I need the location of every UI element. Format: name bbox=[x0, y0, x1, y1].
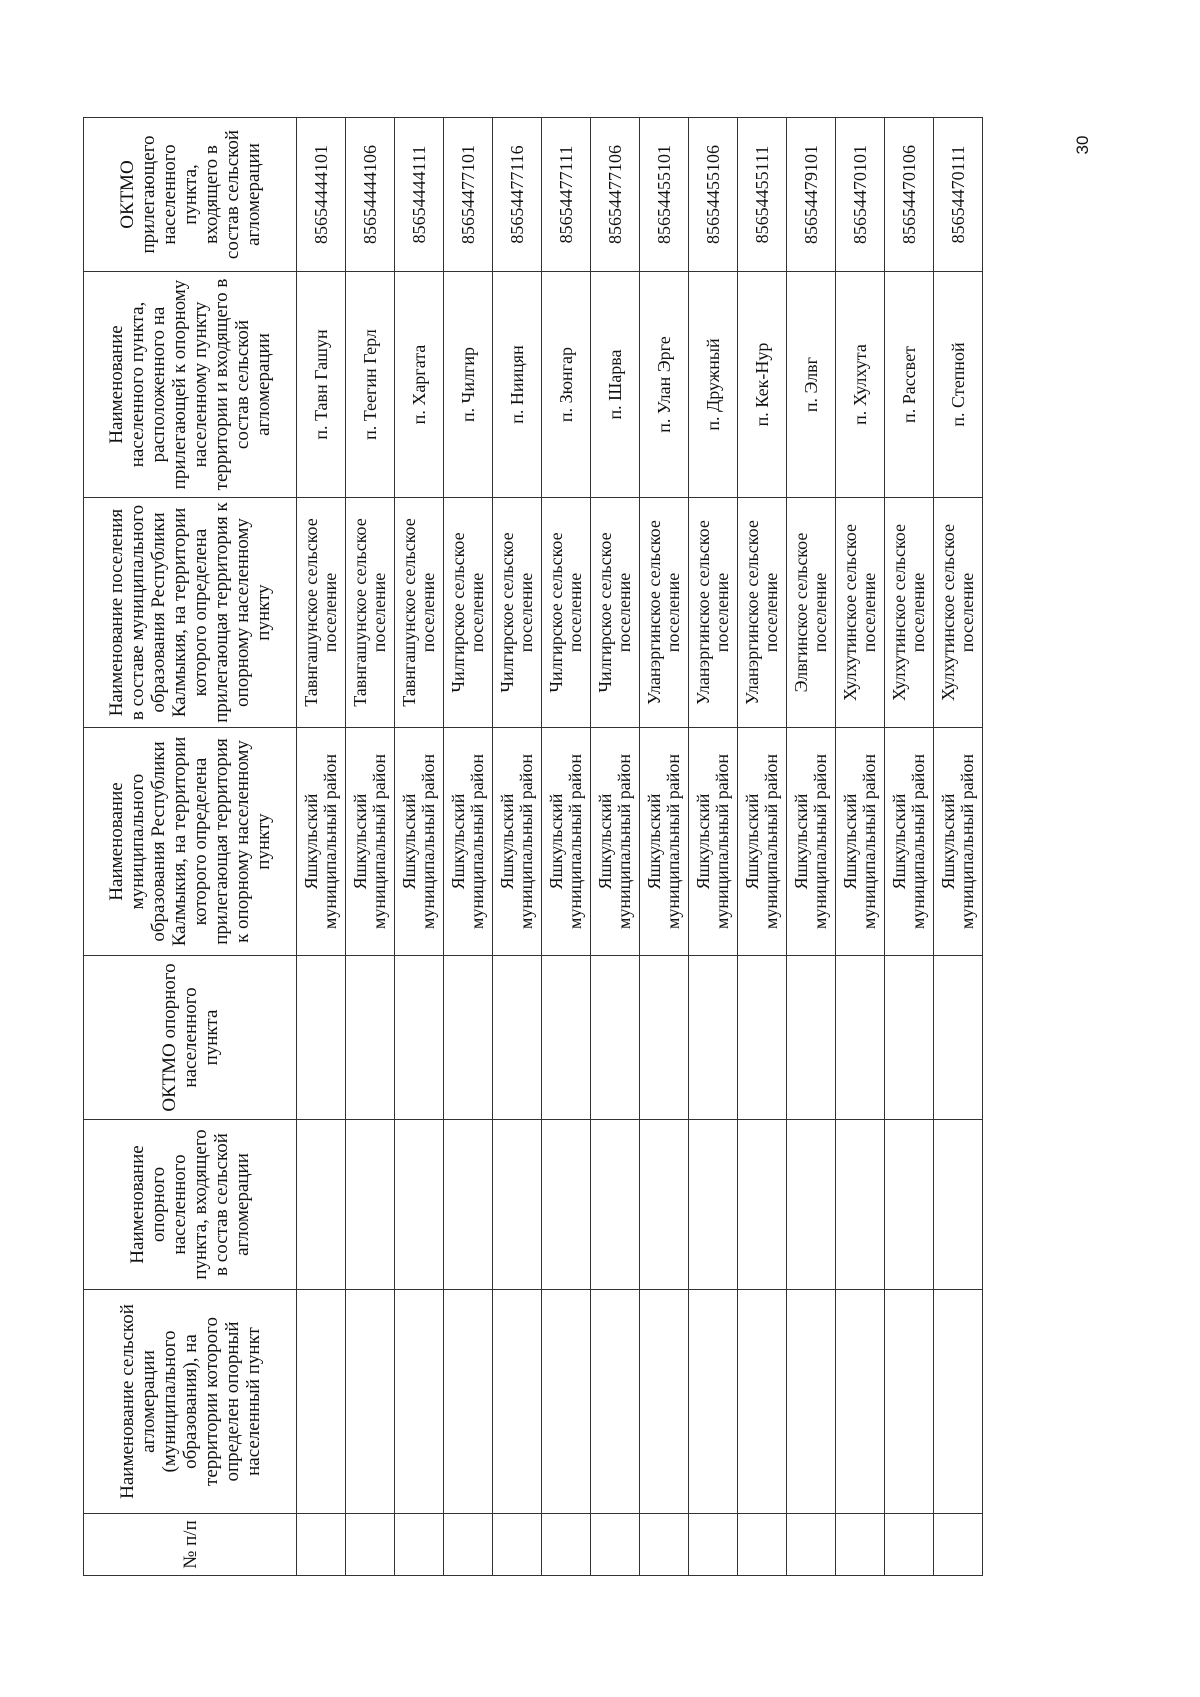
core-oktmo-cell bbox=[836, 956, 885, 1120]
settlement-cell: Хулхутинское сельское поселение bbox=[885, 498, 934, 728]
locality-cell: п. Ниицян bbox=[493, 272, 542, 498]
core-oktmo-cell bbox=[738, 956, 787, 1120]
agglomeration-cell bbox=[493, 1290, 542, 1514]
core-settlement-cell bbox=[934, 1120, 983, 1290]
core-oktmo-cell bbox=[885, 956, 934, 1120]
locality-cell: п. Улан Эрге bbox=[640, 272, 689, 498]
core-oktmo-cell bbox=[346, 956, 395, 1120]
municipality-cell: Яшкульский муниципальный район bbox=[836, 728, 885, 956]
municipality-cell: Яшкульский муниципальный район bbox=[885, 728, 934, 956]
municipality-cell: Яшкульский муниципальный район bbox=[395, 728, 444, 956]
table-row bbox=[395, 118, 444, 1576]
core-oktmo-cell bbox=[444, 956, 493, 1120]
oktmo-cell: 85654477111 bbox=[542, 118, 591, 272]
header-settlement: Наименование поселения в составе муниципального образования Республики Калмыкия, на территории которого определена прилегающая территория к опорному населенному пункту bbox=[84, 498, 297, 728]
municipality-cell: Яшкульский муниципальный район bbox=[934, 728, 983, 956]
rotated-table-wrapper bbox=[83, 118, 983, 1576]
agglomeration-cell bbox=[395, 1290, 444, 1514]
core-settlement-cell bbox=[640, 1120, 689, 1290]
core-oktmo-cell bbox=[493, 956, 542, 1120]
table-body bbox=[297, 118, 983, 1576]
core-settlement-cell bbox=[542, 1120, 591, 1290]
row-number-cell bbox=[444, 1514, 493, 1576]
agglomeration-cell bbox=[640, 1290, 689, 1514]
core-settlement-cell bbox=[787, 1120, 836, 1290]
locality-cell: п. Зюнгар bbox=[542, 272, 591, 498]
oktmo-cell: 85654455106 bbox=[689, 118, 738, 272]
settlement-cell: Чилгирское сельское поселение bbox=[591, 498, 640, 728]
header-core-settlement: Наименование опорного населенного пункта, входящего в состав сельской агломерации bbox=[84, 1120, 297, 1290]
row-number-cell bbox=[787, 1514, 836, 1576]
row-number-cell bbox=[297, 1514, 346, 1576]
core-settlement-cell bbox=[395, 1120, 444, 1290]
municipality-cell: Яшкульский муниципальный район bbox=[444, 728, 493, 956]
settlement-cell: Уланэргинское сельское поселение bbox=[738, 498, 787, 728]
locality-cell: п. Шарва bbox=[591, 272, 640, 498]
oktmo-cell: 85654444111 bbox=[395, 118, 444, 272]
oktmo-cell: 85654444106 bbox=[346, 118, 395, 272]
locality-cell: п. Элвг bbox=[787, 272, 836, 498]
locality-cell: п. Чилгир bbox=[444, 272, 493, 498]
settlement-cell: Чилгирское сельское поселение bbox=[542, 498, 591, 728]
locality-cell: п. Кек-Нур bbox=[738, 272, 787, 498]
oktmo-cell: 85654479101 bbox=[787, 118, 836, 272]
table-row bbox=[444, 118, 493, 1576]
row-number-cell bbox=[689, 1514, 738, 1576]
row-number-cell bbox=[542, 1514, 591, 1576]
locality-cell: п. Харгата bbox=[395, 272, 444, 498]
agglomeration-table bbox=[83, 117, 983, 1576]
municipality-cell: Яшкульский муниципальный район bbox=[346, 728, 395, 956]
table-row bbox=[885, 118, 934, 1576]
agglomeration-cell bbox=[591, 1290, 640, 1514]
row-number-cell bbox=[640, 1514, 689, 1576]
core-settlement-cell bbox=[738, 1120, 787, 1290]
header-locality: Наименование населенного пункта, расположенного на прилегающей к опорному населенному пункту территории и входящего в состав сельской агломерации bbox=[84, 272, 297, 498]
settlement-cell: Чилгирское сельское поселение bbox=[493, 498, 542, 728]
oktmo-cell: 85654470106 bbox=[885, 118, 934, 272]
municipality-cell: Яшкульский муниципальный район bbox=[738, 728, 787, 956]
oktmo-cell: 85654470101 bbox=[836, 118, 885, 272]
core-oktmo-cell bbox=[689, 956, 738, 1120]
core-settlement-cell bbox=[297, 1120, 346, 1290]
oktmo-cell: 85654477101 bbox=[444, 118, 493, 272]
agglomeration-cell bbox=[885, 1290, 934, 1514]
settlement-cell: Тавнгашунское сельское поселение bbox=[297, 498, 346, 728]
row-number-cell bbox=[591, 1514, 640, 1576]
core-oktmo-cell bbox=[542, 956, 591, 1120]
header-core-oktmo: ОКТМО опорного населенного пункта bbox=[84, 956, 297, 1120]
row-number-cell bbox=[346, 1514, 395, 1576]
row-number-cell bbox=[493, 1514, 542, 1576]
settlement-cell: Элвгинское сельское поселение bbox=[787, 498, 836, 728]
agglomeration-cell bbox=[787, 1290, 836, 1514]
table-row bbox=[787, 118, 836, 1576]
core-settlement-cell bbox=[689, 1120, 738, 1290]
locality-cell: п. Теегин Герл bbox=[346, 272, 395, 498]
core-settlement-cell bbox=[346, 1120, 395, 1290]
settlement-cell: Тавнгашунское сельское поселение bbox=[395, 498, 444, 728]
header-row bbox=[84, 118, 297, 1576]
table-row bbox=[934, 118, 983, 1576]
municipality-cell: Яшкульский муниципальный район bbox=[493, 728, 542, 956]
row-number-cell bbox=[395, 1514, 444, 1576]
core-oktmo-cell bbox=[934, 956, 983, 1120]
table-row bbox=[689, 118, 738, 1576]
agglomeration-cell bbox=[836, 1290, 885, 1514]
row-number-cell bbox=[836, 1514, 885, 1576]
header-agglomeration: Наименование сельской агломерации (муниципального образования), на территории которого определен опорный населенный пункт bbox=[84, 1290, 297, 1514]
header-number: № п/п bbox=[84, 1514, 297, 1576]
header-oktmo: ОКТМО прилегающего населенного пункта, входящего в состав сельской агломерации bbox=[84, 118, 297, 272]
settlement-cell: Хулхутинское сельское поселение bbox=[836, 498, 885, 728]
agglomeration-cell bbox=[346, 1290, 395, 1514]
locality-cell: п. Тавн Гашун bbox=[297, 272, 346, 498]
locality-cell: п. Рассвет bbox=[885, 272, 934, 498]
table-row bbox=[542, 118, 591, 1576]
locality-cell: п. Хулхута bbox=[836, 272, 885, 498]
oktmo-cell: 85654477116 bbox=[493, 118, 542, 272]
table-row bbox=[297, 118, 346, 1576]
settlement-cell: Тавнгашунское сельское поселение bbox=[346, 498, 395, 728]
oktmo-cell: 85654455111 bbox=[738, 118, 787, 272]
municipality-cell: Яшкульский муниципальный район bbox=[297, 728, 346, 956]
municipality-cell: Яшкульский муниципальный район bbox=[640, 728, 689, 956]
oktmo-cell: 85654477106 bbox=[591, 118, 640, 272]
table-row bbox=[640, 118, 689, 1576]
agglomeration-cell bbox=[444, 1290, 493, 1514]
table-row bbox=[836, 118, 885, 1576]
row-number-cell bbox=[885, 1514, 934, 1576]
table-row bbox=[493, 118, 542, 1576]
oktmo-cell: 85654444101 bbox=[297, 118, 346, 272]
core-oktmo-cell bbox=[395, 956, 444, 1120]
header-municipality: Наименование муниципального образования Республики Калмыкия, на территории которого определена прилегающая территория к опорному населенному пункту bbox=[84, 728, 297, 956]
core-settlement-cell bbox=[836, 1120, 885, 1290]
locality-cell: п. Степной bbox=[934, 272, 983, 498]
municipality-cell: Яшкульский муниципальный район bbox=[542, 728, 591, 956]
municipality-cell: Яшкульский муниципальный район bbox=[591, 728, 640, 956]
core-oktmo-cell bbox=[591, 956, 640, 1120]
settlement-cell: Хулхутинское сельское поселение bbox=[934, 498, 983, 728]
table-row bbox=[738, 118, 787, 1576]
settlement-cell: Чилгирское сельское поселение bbox=[444, 498, 493, 728]
oktmo-cell: 85654470111 bbox=[934, 118, 983, 272]
agglomeration-cell bbox=[689, 1290, 738, 1514]
agglomeration-cell bbox=[542, 1290, 591, 1514]
municipality-cell: Яшкульский муниципальный район bbox=[689, 728, 738, 956]
table-row bbox=[346, 118, 395, 1576]
core-oktmo-cell bbox=[297, 956, 346, 1120]
row-number-cell bbox=[738, 1514, 787, 1576]
agglomeration-cell bbox=[297, 1290, 346, 1514]
row-number-cell bbox=[934, 1514, 983, 1576]
settlement-cell: Уланэргинское сельское поселение bbox=[640, 498, 689, 728]
oktmo-cell: 85654455101 bbox=[640, 118, 689, 272]
core-oktmo-cell bbox=[640, 956, 689, 1120]
page-number: 30 bbox=[1073, 135, 1092, 155]
core-oktmo-cell bbox=[787, 956, 836, 1120]
core-settlement-cell bbox=[493, 1120, 542, 1290]
agglomeration-cell bbox=[934, 1290, 983, 1514]
core-settlement-cell bbox=[591, 1120, 640, 1290]
table-row bbox=[591, 118, 640, 1576]
settlement-cell: Уланэргинское сельское поселение bbox=[689, 498, 738, 728]
agglomeration-cell bbox=[738, 1290, 787, 1514]
core-settlement-cell bbox=[444, 1120, 493, 1290]
core-settlement-cell bbox=[885, 1120, 934, 1290]
municipality-cell: Яшкульский муниципальный район bbox=[787, 728, 836, 956]
locality-cell: п. Дружный bbox=[689, 272, 738, 498]
